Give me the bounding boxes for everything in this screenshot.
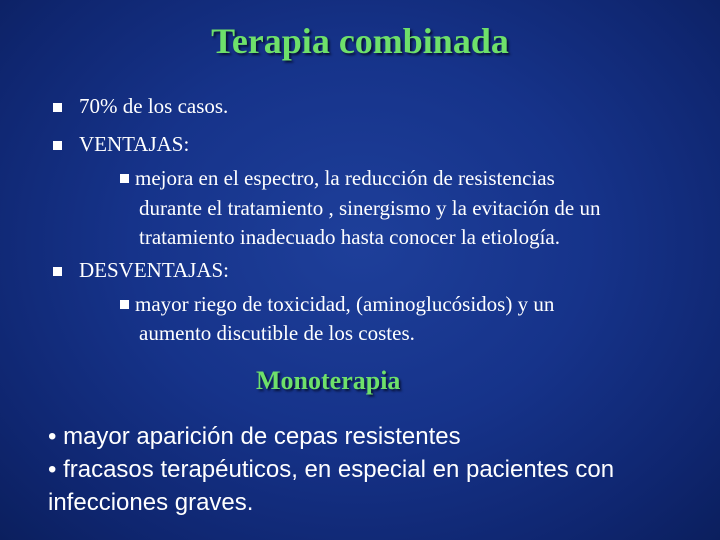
ventajas-subitem-line-2: durante el tratamiento , sinergismo y la evitación de un: [139, 196, 601, 220]
monoterapia-text: [48, 420, 614, 519]
ventajas-subitem-line-1: mejora en el espectro, la reducción de resistencias: [120, 165, 555, 191]
bullet-text-casos: 70% de los casos.: [79, 94, 229, 118]
sub-bullet-square-icon: [120, 300, 129, 309]
bullet-square-icon: [53, 267, 62, 276]
bullet-square-icon: [53, 103, 62, 112]
monoterapia-line-1: • mayor aparición de cepas resistentes: [48, 423, 461, 450]
monoterapia-heading: Monoterapia: [256, 366, 401, 395]
bullet-square-icon: [53, 141, 62, 150]
desventajas-subitem-line-1: mayor riego de toxicidad, (aminoglucósidos) y un: [120, 291, 554, 317]
desventajas-subitem-line-2: aumento discutible de los costes.: [139, 321, 415, 345]
ventajas-subitem-line-3: tratamiento inadecuado hasta conocer la etiología.: [139, 225, 560, 249]
monoterapia-line-2: • fracasos terapéuticos, en especial en pacientes con: [48, 456, 615, 483]
sub-bullet-square-icon: [120, 174, 129, 183]
bullet-text-ventajas: VENTAJAS:: [79, 132, 190, 156]
slide-title: Terapia combinada: [211, 21, 509, 61]
monoterapia-line-3: infecciones graves.: [48, 489, 254, 516]
bullet-text-desventajas: DESVENTAJAS:: [79, 258, 229, 282]
